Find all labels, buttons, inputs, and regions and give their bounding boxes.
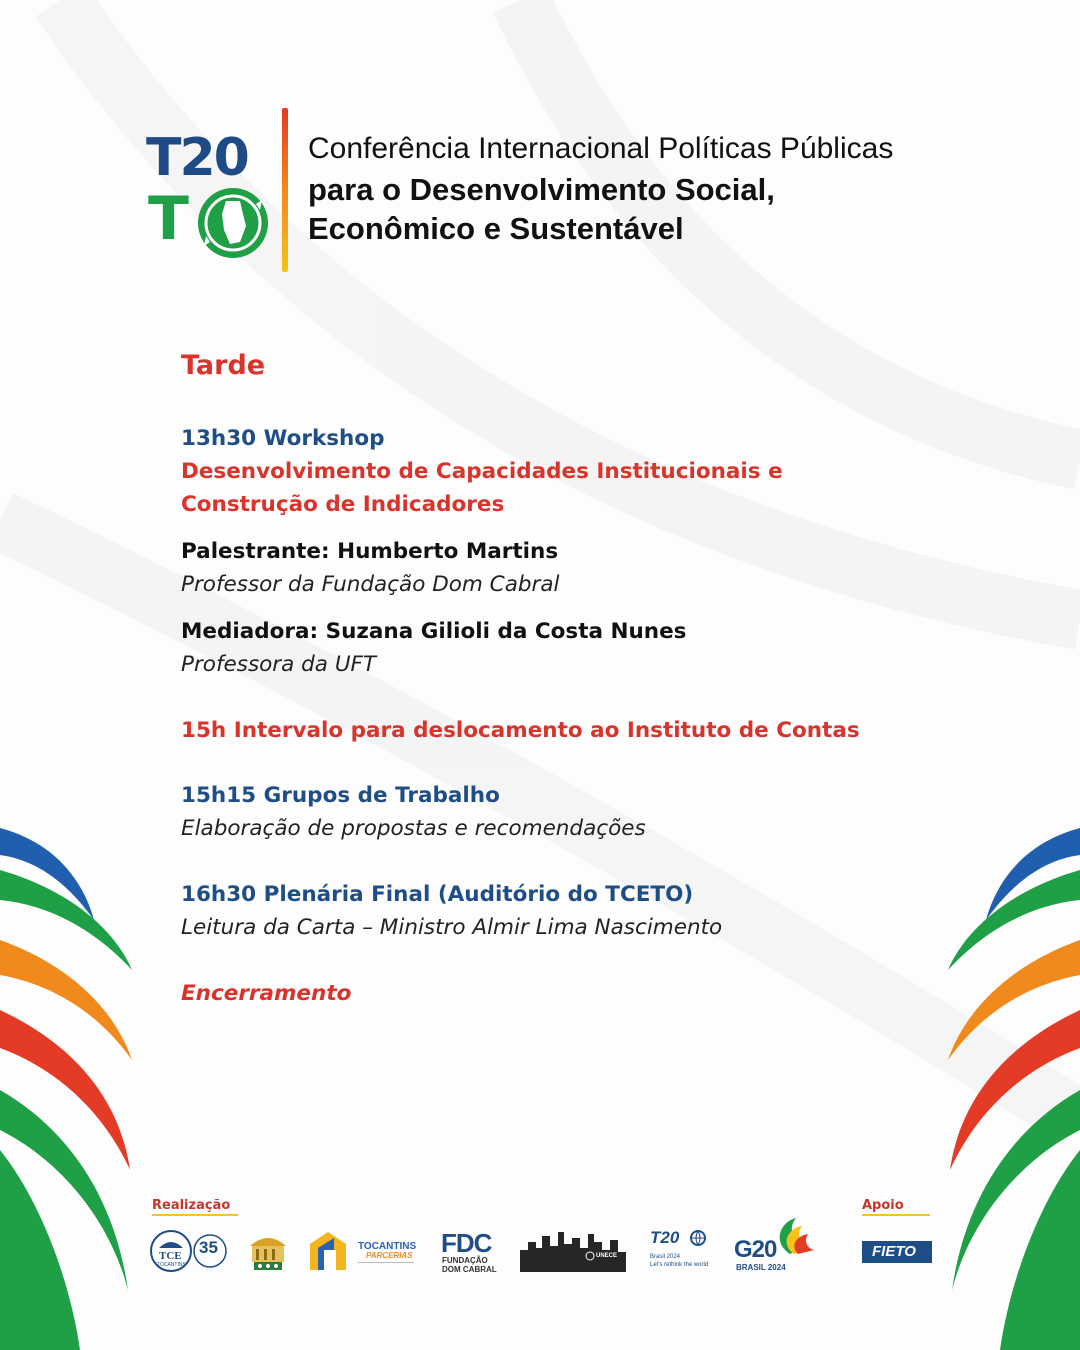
- groups-description: Elaboração de propostas e recomendações: [181, 816, 646, 841]
- workshop-time: 13h30 Workshop: [181, 426, 385, 451]
- t20-brasil-logo: T20: [650, 1228, 680, 1247]
- g20-logo-text: G20: [734, 1236, 777, 1263]
- closing-item: Encerramento: [181, 981, 352, 1006]
- g20-sub: BRASIL 2024: [736, 1263, 786, 1272]
- speaker-role: Professor da Fundação Dom Cabral: [181, 572, 560, 597]
- realizacao-label: Realização: [152, 1198, 231, 1213]
- break-item: 15h Intervalo para deslocamento ao Instituto de Contas: [181, 718, 860, 743]
- moderator-name: Mediadora: Suzana Gilioli da Costa Nunes: [181, 619, 687, 644]
- logo-t-letter: T: [148, 184, 189, 254]
- t20-brasil-sub2: Let's rethink the world: [650, 1262, 709, 1268]
- apoio-underline: [862, 1214, 930, 1216]
- header-divider: [282, 108, 288, 272]
- fdc-sub1: FUNDAÇÃO: [442, 1256, 488, 1265]
- fieto-text: FIETO: [872, 1243, 916, 1260]
- tce-logo: [149, 1230, 227, 1272]
- tocantins-parcerias-icon: [304, 1230, 354, 1272]
- globe-icon: [690, 1230, 706, 1246]
- apoio-label: Apoio: [862, 1198, 904, 1213]
- tce-text: TCE: [159, 1250, 182, 1262]
- recycle-map-icon: [196, 186, 270, 260]
- fdc-sub2: DOM CABRAL: [442, 1265, 497, 1274]
- tocantins-parcerias-divider: [358, 1262, 414, 1263]
- g20-swirl-icon: [770, 1216, 814, 1256]
- conference-title-line1: Conferência Internacional Políticas Públicas: [308, 132, 894, 165]
- institute-logo: [246, 1228, 290, 1274]
- unece-text: UNECE: [596, 1253, 618, 1259]
- logo-t20-text: T20: [146, 128, 248, 188]
- moderator-role: Professora da UFT: [181, 652, 377, 677]
- fieto-logo: [862, 1241, 932, 1263]
- fdc-logo-text: FDC: [441, 1228, 492, 1258]
- tce-years: 35: [199, 1238, 218, 1257]
- tce-sub: TOCANTINS: [157, 1262, 186, 1268]
- workshop-title-line1: Desenvolvimento de Capacidades Institucionais e: [181, 459, 783, 484]
- groups-time: 15h15 Grupos de Trabalho: [181, 783, 500, 808]
- conference-title-line2: para o Desenvolvimento Social,: [308, 172, 775, 207]
- tocantins-parcerias-sub: PARCERIAS: [366, 1251, 413, 1260]
- plenary-description: Leitura da Carta – Ministro Almir Lima Nascimento: [181, 915, 723, 940]
- workshop-title-line2: Construção de Indicadores: [181, 492, 505, 517]
- left-swoosh-decoration: [0, 828, 132, 1350]
- plenary-time: 16h30 Plenária Final (Auditório do TCETO): [181, 882, 694, 907]
- t20-to-logo: [146, 130, 274, 262]
- session-title: Tarde: [181, 350, 266, 381]
- t20-brasil-sub1: Brasil 2024: [650, 1254, 681, 1260]
- tocantins-parcerias-text: TOCANTINS: [358, 1241, 417, 1252]
- speaker-name: Palestrante: Humberto Martins: [181, 539, 559, 564]
- conference-title-line3: Econômico e Sustentável: [308, 211, 684, 246]
- unece-skyline-logo: [520, 1228, 626, 1272]
- realizacao-underline: [152, 1214, 238, 1216]
